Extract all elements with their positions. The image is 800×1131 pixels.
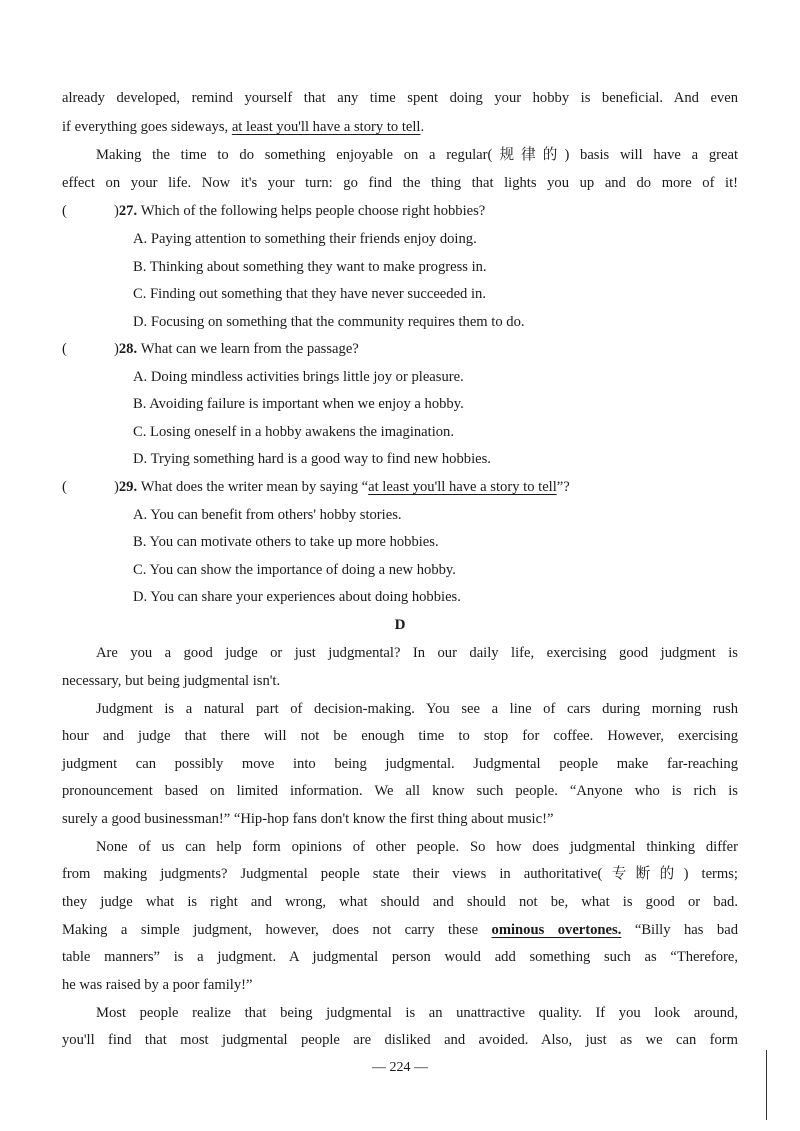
section-heading: D (394, 617, 406, 633)
option-b: B. Thinking about something they want to make progress in. (133, 259, 487, 275)
page-number: — 224 — (372, 1060, 428, 1075)
passage-line: already developed, remind yourself that any time spent doing your hobby is beneficial. And even (62, 90, 738, 106)
option-a: A. Doing mindless activities brings little joy or pleasure. (133, 369, 464, 385)
option-a: A. Paying attention to something their friends enjoy doing. (133, 231, 477, 247)
passage-line: surely a good businessman!” “Hip-hop fans don't know the first thing about music!” (62, 811, 554, 827)
question-stem: Which of the following helps people choose right hobbies? (140, 203, 486, 219)
option-d: D. Trying something hard is a good way to find new hobbies. (133, 451, 491, 467)
question-stem: What can we learn from the passage? (140, 341, 359, 357)
option-d: D. Focusing on something that the community requires them to do. (133, 314, 525, 330)
question-number: 27. (118, 203, 138, 219)
page-edge-mark (766, 1050, 767, 1120)
question-number: 29. (118, 479, 138, 495)
option-b: B. You can motivate others to take up more hobbies. (133, 534, 439, 550)
passage-line: hour and judge that there will not be enough time to stop for coffee. However, exercising (62, 728, 738, 744)
underlined-phrase: at least you'll have a story to tell (368, 479, 557, 495)
option-a: A. You can benefit from others' hobby stories. (133, 507, 402, 523)
passage-line: necessary, but being judgmental isn't. (62, 673, 281, 689)
option-b: B. Avoiding failure is important when we enjoy a hobby. (133, 396, 464, 412)
question-28: ( )28. What can we learn from the passage? (62, 341, 359, 357)
passage-line: Judgment is a natural part of decision-making. You see a line of cars during morning rush (96, 701, 738, 717)
option-d: D. You can share your experiences about doing hobbies. (133, 589, 461, 605)
question-number: 28. (118, 341, 138, 357)
question-27: ( )27. Which of the following helps people choose right hobbies? (62, 203, 486, 219)
option-c: C. Finding out something that they have never succeeded in. (133, 286, 487, 302)
passage-line: Making a simple judgment, however, does not carry these ominous overtones. “Billy has bad (62, 922, 738, 938)
passage-line: he was raised by a poor family!” (62, 977, 253, 993)
underlined-phrase: at least you'll have a story to tell (231, 119, 421, 135)
option-c: C. Losing oneself in a hobby awakens the imagination. (133, 424, 454, 440)
underlined-bold-phrase: ominous overtones. (491, 922, 622, 938)
passage-line: Are you a good judge or just judgmental? In our daily life, exercising good judgment is (96, 645, 738, 661)
question-29: ( )29. What does the writer mean by saying “at least you'll have a story to tell”? (62, 479, 570, 495)
passage-line: effect on your life. Now it's your turn: go find the thing that lights you up and do more of it! (62, 175, 738, 191)
passage-line: pronouncement based on limited information. We all know such people. “Anyone who is rich is (62, 783, 738, 799)
passage-line: judgment can possibly move into being judgmental. Judgmental people make far-reaching (62, 756, 738, 772)
passage-line: from making judgments? Judgmental people state their views in authoritative(专断的) terms; (62, 866, 738, 882)
passage-line: you'll find that most judgmental people are disliked and avoided. Also, just as we can form (62, 1032, 738, 1048)
option-c: C. You can show the importance of doing a new hobby. (133, 562, 456, 578)
passage-line: table manners” is a judgment. A judgmental person would add something such as “Therefore, (62, 949, 738, 965)
passage-line: Most people realize that being judgmental is an unattractive quality. If you look around, (96, 1005, 738, 1021)
passage-line: if everything goes sideways, at least you'll have a story to tell. (62, 119, 425, 135)
passage-line: they judge what is right and wrong, what should and should not be, what is good or bad. (62, 894, 738, 910)
passage-line: Making the time to do something enjoyable on a regular(规律的) basis will have a great (96, 147, 738, 163)
passage-line: None of us can help form opinions of other people. So how does judgmental thinking differ (96, 839, 738, 855)
